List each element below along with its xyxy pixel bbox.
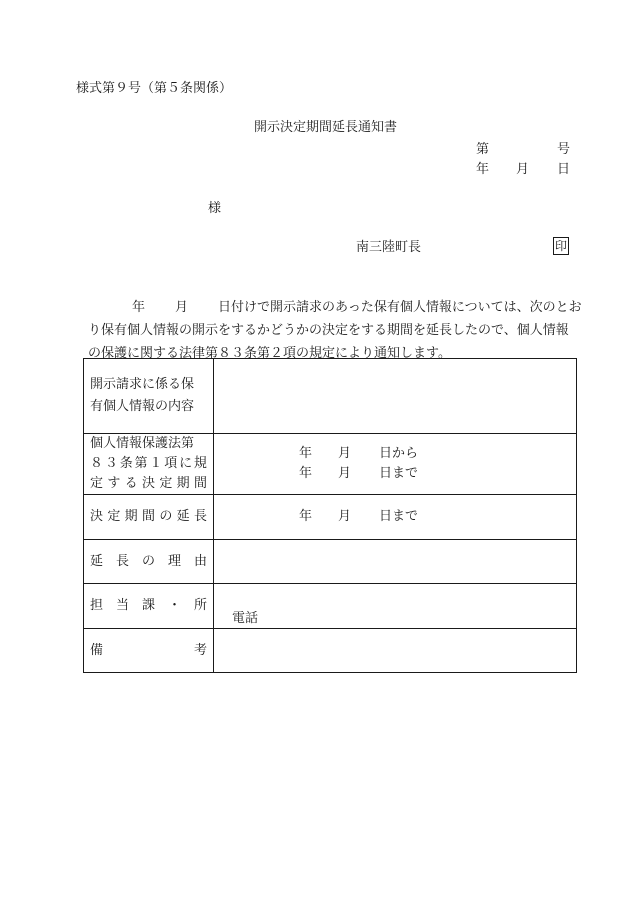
label-char: 間 <box>141 509 155 524</box>
label-char: ８ <box>90 456 104 471</box>
body-month-label: 月 <box>175 300 189 315</box>
notice-body <box>88 296 582 365</box>
label-extension <box>84 495 214 540</box>
issuer-name: 南三陸町長 <box>356 240 422 255</box>
label-char: 定 <box>107 509 121 524</box>
row-decision-period <box>84 434 577 495</box>
label-line: 開示請求に係る保 <box>90 377 195 392</box>
label-line <box>90 595 207 617</box>
date-month-label: 月 <box>516 162 530 177</box>
row-reason <box>84 540 577 584</box>
field-department[interactable] <box>214 584 577 629</box>
label-char: 延 <box>90 553 104 569</box>
seal-mark: 印 <box>555 239 568 253</box>
label-remarks <box>84 629 214 673</box>
label-char: 由 <box>193 553 207 569</box>
label-requested-info <box>84 359 214 434</box>
label-char: 担 <box>90 598 104 613</box>
label-line: 有個人情報の内容 <box>90 399 195 414</box>
doc-number-suffix: 号 <box>557 142 571 157</box>
label-char: 長 <box>193 509 207 524</box>
label-char: 当 <box>115 598 129 613</box>
field-decision-period[interactable] <box>214 434 577 495</box>
row-requested-info <box>84 359 577 434</box>
label-char: 定 <box>159 476 173 491</box>
body-line-1-text: 日付けで開示請求のあった保有個人情報については、次のとお <box>218 300 582 315</box>
label-char: 定 <box>90 476 104 491</box>
addressee-suffix: 様 <box>208 201 222 216</box>
label-char: 考 <box>193 642 207 658</box>
field-remarks[interactable] <box>214 629 577 673</box>
label-char: 備 <box>90 642 104 658</box>
label-char: る <box>124 476 138 491</box>
from-day-label: 日から <box>379 446 419 461</box>
label-char: す <box>107 476 121 491</box>
body-line-2: り保有個人情報の開示をするかどうかの決定をする期間を延長したので、個人情報 <box>88 323 569 338</box>
phone-label: 電話 <box>232 611 259 626</box>
row-remarks <box>84 629 577 673</box>
body-line-3: の保護に関する法律第８３条第２項の規定により通知します。 <box>88 346 451 361</box>
label-char: 延 <box>176 509 190 524</box>
label-char: 課 <box>141 598 155 613</box>
label-char: 第 <box>134 456 148 471</box>
label-char: 条 <box>119 456 133 471</box>
field-extension[interactable] <box>214 495 577 540</box>
label-char: ・ <box>167 598 181 613</box>
label-char: の <box>141 553 155 569</box>
label-char: 長 <box>115 553 129 569</box>
label-char: 間 <box>193 476 207 491</box>
date-year-label: 年 <box>476 162 490 177</box>
label-char: 規 <box>193 456 207 471</box>
label-char: 期 <box>176 476 190 491</box>
notice-table <box>83 358 577 673</box>
from-month-label: 月 <box>338 446 352 461</box>
label-char: の <box>159 509 173 524</box>
label-char: 決 <box>141 476 155 491</box>
extension-year-label: 年 <box>299 509 313 524</box>
body-line-1 <box>88 296 582 319</box>
label-char: １ <box>149 456 163 471</box>
extension-month-label: 月 <box>338 509 352 524</box>
row-extension <box>84 495 577 540</box>
label-char: 項 <box>164 456 178 471</box>
to-day-label: 日まで <box>379 466 419 481</box>
field-requested-info[interactable] <box>214 359 577 434</box>
label-line <box>90 640 207 662</box>
label-decision-period <box>84 434 214 495</box>
row-department <box>84 584 577 629</box>
label-line <box>90 454 207 474</box>
body-year-label: 年 <box>132 300 146 315</box>
period-to <box>214 464 576 484</box>
label-char: 所 <box>193 598 207 613</box>
extension-date <box>214 507 576 527</box>
label-department <box>84 584 214 629</box>
doc-number-prefix: 第 <box>476 142 490 157</box>
label-char: ３ <box>104 456 118 471</box>
label-line <box>90 551 207 573</box>
label-char: 理 <box>167 553 181 569</box>
label-reason <box>84 540 214 584</box>
to-month-label: 月 <box>338 466 352 481</box>
label-line <box>90 506 207 528</box>
date-day-label: 日 <box>557 162 571 177</box>
label-char: 期 <box>124 509 138 524</box>
label-line: 個人情報保護法第 <box>90 436 195 451</box>
from-year-label: 年 <box>299 446 313 461</box>
period-from <box>214 444 576 464</box>
label-char: に <box>179 456 193 471</box>
to-year-label: 年 <box>299 466 313 481</box>
extension-day-label: 日まで <box>379 509 419 524</box>
label-line <box>90 474 207 494</box>
form-number: 様式第９号（第５条関係） <box>76 81 233 96</box>
document-title: 開示決定期間延長通知書 <box>254 120 398 135</box>
field-reason[interactable] <box>214 540 577 584</box>
label-char: 決 <box>90 509 104 524</box>
